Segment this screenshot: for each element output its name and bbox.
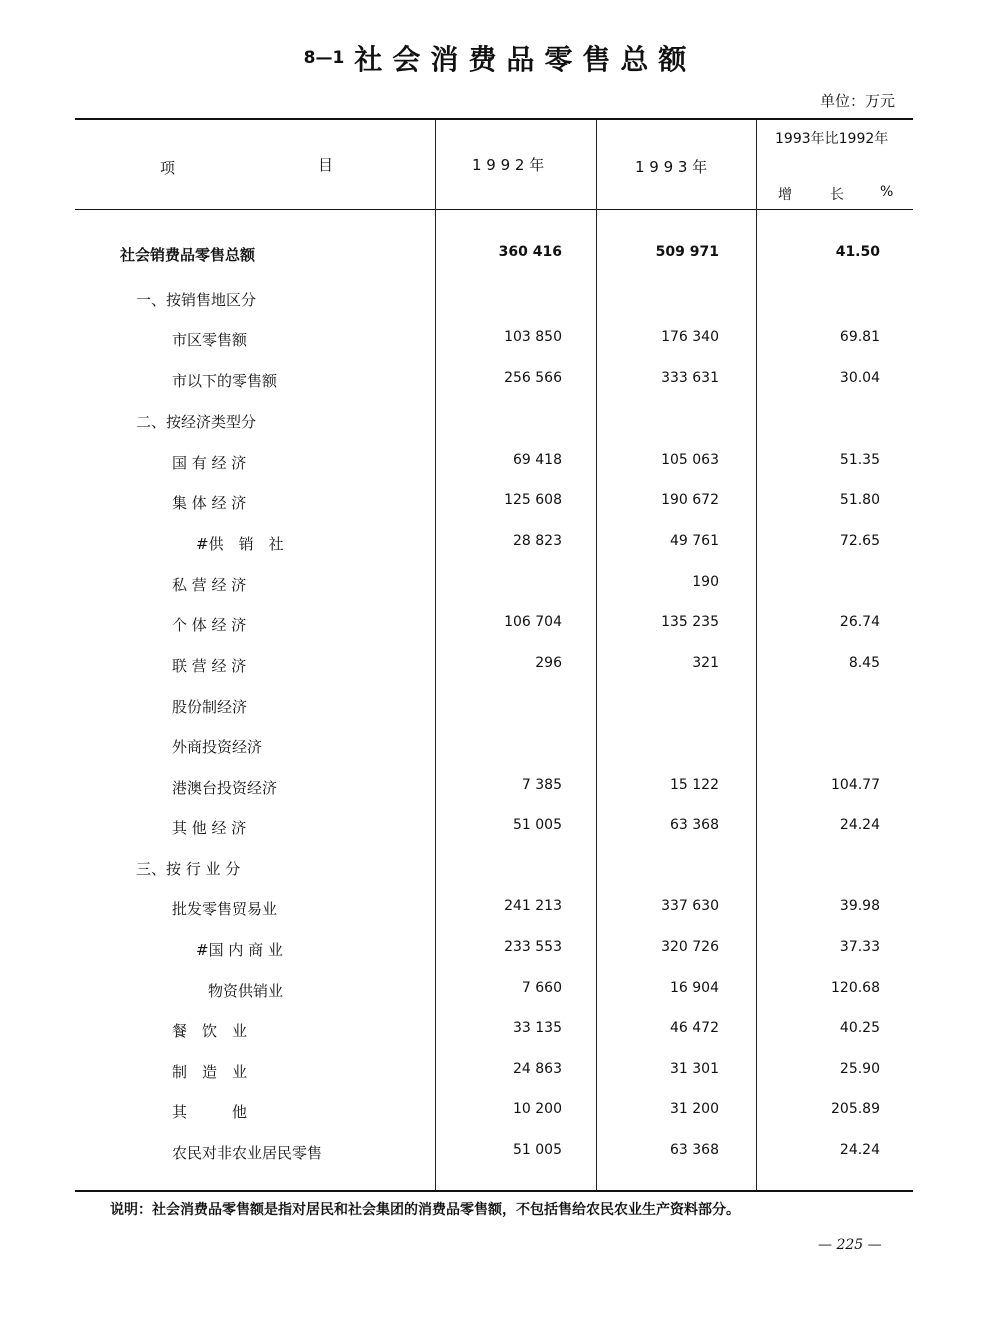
header-col-growth-top: 1993年比1992年 bbox=[775, 131, 889, 147]
page-number: — 225 — bbox=[818, 1237, 882, 1253]
value-growth: 69.81 bbox=[839, 329, 880, 345]
row-label: 批发零售贸易业 bbox=[172, 900, 278, 918]
header-col-growth-a: 增 bbox=[778, 187, 792, 203]
table-row bbox=[0, 242, 1000, 266]
value-1993: 321 bbox=[692, 655, 719, 671]
value-1992: 51 005 bbox=[513, 817, 562, 833]
value-1993: 105 063 bbox=[661, 452, 719, 468]
row-label: 个 体 经 济 bbox=[172, 616, 247, 634]
row-label: 二、按经济类型分 bbox=[136, 413, 257, 431]
value-1993: 135 235 bbox=[661, 614, 719, 630]
table-title: 社会消费品零售总额 bbox=[354, 43, 697, 76]
value-1993: 31 301 bbox=[670, 1061, 719, 1077]
value-growth: 51.35 bbox=[839, 452, 880, 468]
table-row bbox=[0, 1099, 1000, 1123]
table-bottom-rule bbox=[75, 1190, 913, 1192]
value-1993: 16 904 bbox=[670, 980, 719, 996]
value-growth: 40.25 bbox=[839, 1020, 880, 1036]
value-1992: 7 385 bbox=[521, 777, 562, 793]
value-1992: 24 863 bbox=[513, 1061, 562, 1077]
value-1992: 125 608 bbox=[504, 492, 562, 508]
value-1993: 31 200 bbox=[670, 1101, 719, 1117]
value-1993: 63 368 bbox=[670, 1142, 719, 1158]
value-growth: 72.65 bbox=[839, 533, 880, 549]
table-row bbox=[0, 612, 1000, 636]
table-row bbox=[0, 734, 1000, 758]
value-1992: 69 418 bbox=[513, 452, 562, 468]
value-1992: 296 bbox=[535, 655, 562, 671]
row-label: 市区零售额 bbox=[172, 331, 248, 349]
table-row bbox=[0, 450, 1000, 474]
value-growth: 39.98 bbox=[839, 898, 880, 914]
value-1993: 333 631 bbox=[661, 370, 719, 386]
row-label: 物资供销业 bbox=[208, 982, 284, 1000]
row-label: 制 造 业 bbox=[172, 1063, 248, 1081]
value-1992: 33 135 bbox=[513, 1020, 562, 1036]
value-1993: 46 472 bbox=[670, 1020, 719, 1036]
value-1992: 28 823 bbox=[513, 533, 562, 549]
value-1992: 51 005 bbox=[513, 1142, 562, 1158]
table-row bbox=[0, 531, 1000, 555]
header-col-1993: 1 9 9 3 年 bbox=[635, 158, 708, 176]
header-col-growth-c: % bbox=[880, 184, 894, 200]
value-1993: 337 630 bbox=[661, 898, 719, 914]
value-1993: 176 340 bbox=[661, 329, 719, 345]
row-label: 私 营 经 济 bbox=[172, 576, 247, 594]
header-col-1992: 1 9 9 2 年 bbox=[472, 156, 545, 174]
row-label: 其 他 经 济 bbox=[172, 819, 247, 837]
value-1993: 190 bbox=[692, 574, 719, 590]
row-label: 股份制经济 bbox=[172, 698, 248, 716]
value-1992: 103 850 bbox=[504, 329, 562, 345]
value-1993: 509 971 bbox=[655, 244, 719, 260]
value-1993: 15 122 bbox=[670, 777, 719, 793]
table-row bbox=[0, 572, 1000, 596]
table-row bbox=[0, 694, 1000, 718]
value-growth: 104.77 bbox=[831, 777, 880, 793]
value-growth: 205.89 bbox=[831, 1101, 880, 1117]
table-row bbox=[0, 490, 1000, 514]
value-growth: 8.45 bbox=[848, 655, 880, 671]
value-1992: 106 704 bbox=[504, 614, 562, 630]
table-row bbox=[0, 937, 1000, 961]
table-row bbox=[0, 896, 1000, 920]
row-label: 集 体 经 济 bbox=[172, 494, 247, 512]
table-number: 8—1 bbox=[303, 48, 345, 68]
header-item-left: 项 bbox=[160, 159, 176, 177]
table-row bbox=[0, 1018, 1000, 1042]
unit-label: 单位：万元 bbox=[819, 92, 895, 110]
value-growth: 25.90 bbox=[839, 1061, 880, 1077]
value-growth: 24.24 bbox=[839, 1142, 880, 1158]
row-label: #国 内 商 业 bbox=[196, 941, 283, 959]
table-row bbox=[0, 1059, 1000, 1083]
value-1992: 233 553 bbox=[504, 939, 562, 955]
row-label: 联 营 经 济 bbox=[172, 657, 247, 675]
page-title bbox=[0, 38, 1000, 78]
row-label: 外商投资经济 bbox=[172, 738, 263, 756]
row-label: 农民对非农业居民零售 bbox=[172, 1144, 323, 1162]
header-item-right: 目 bbox=[318, 156, 334, 174]
row-label: 国 有 经 济 bbox=[172, 454, 247, 472]
row-label: 餐 饮 业 bbox=[172, 1022, 248, 1040]
header-col-growth-b: 长 bbox=[830, 187, 844, 203]
row-label: 社会销费品零售总额 bbox=[120, 246, 256, 264]
value-1992: 360 416 bbox=[498, 244, 562, 260]
value-growth: 51.80 bbox=[839, 492, 880, 508]
table-row bbox=[0, 368, 1000, 392]
value-1992: 10 200 bbox=[513, 1101, 562, 1117]
value-1993: 63 368 bbox=[670, 817, 719, 833]
value-1992: 256 566 bbox=[504, 370, 562, 386]
table-row bbox=[0, 856, 1000, 880]
row-label: 一、按销售地区分 bbox=[136, 291, 257, 309]
header-bottom-rule bbox=[75, 209, 913, 210]
table-row bbox=[0, 327, 1000, 351]
value-growth: 41.50 bbox=[835, 244, 880, 260]
value-growth: 24.24 bbox=[839, 817, 880, 833]
value-1993: 49 761 bbox=[670, 533, 719, 549]
row-label: #供 销 社 bbox=[196, 535, 284, 553]
table-row bbox=[0, 815, 1000, 839]
row-label: 港澳台投资经济 bbox=[172, 779, 278, 797]
table-row bbox=[0, 1140, 1000, 1164]
row-label: 市以下的零售额 bbox=[172, 372, 278, 390]
value-1992: 241 213 bbox=[504, 898, 562, 914]
row-label: 其 他 bbox=[172, 1103, 248, 1121]
value-1992: 7 660 bbox=[521, 980, 562, 996]
value-1993: 320 726 bbox=[661, 939, 719, 955]
value-growth: 120.68 bbox=[831, 980, 880, 996]
table-row bbox=[0, 287, 1000, 311]
table-top-rule bbox=[75, 118, 913, 120]
value-growth: 30.04 bbox=[839, 370, 880, 386]
table-row bbox=[0, 978, 1000, 1002]
table-row bbox=[0, 653, 1000, 677]
table-row bbox=[0, 409, 1000, 433]
row-label: 三、按 行 业 分 bbox=[136, 860, 241, 878]
value-growth: 37.33 bbox=[839, 939, 880, 955]
value-1993: 190 672 bbox=[661, 492, 719, 508]
footnote: 说明：社会消费品零售额是指对居民和社会集团的消费品零售额，不包括售给农民农业生产资料部分。 bbox=[110, 1202, 740, 1218]
value-growth: 26.74 bbox=[839, 614, 880, 630]
table-row bbox=[0, 775, 1000, 799]
